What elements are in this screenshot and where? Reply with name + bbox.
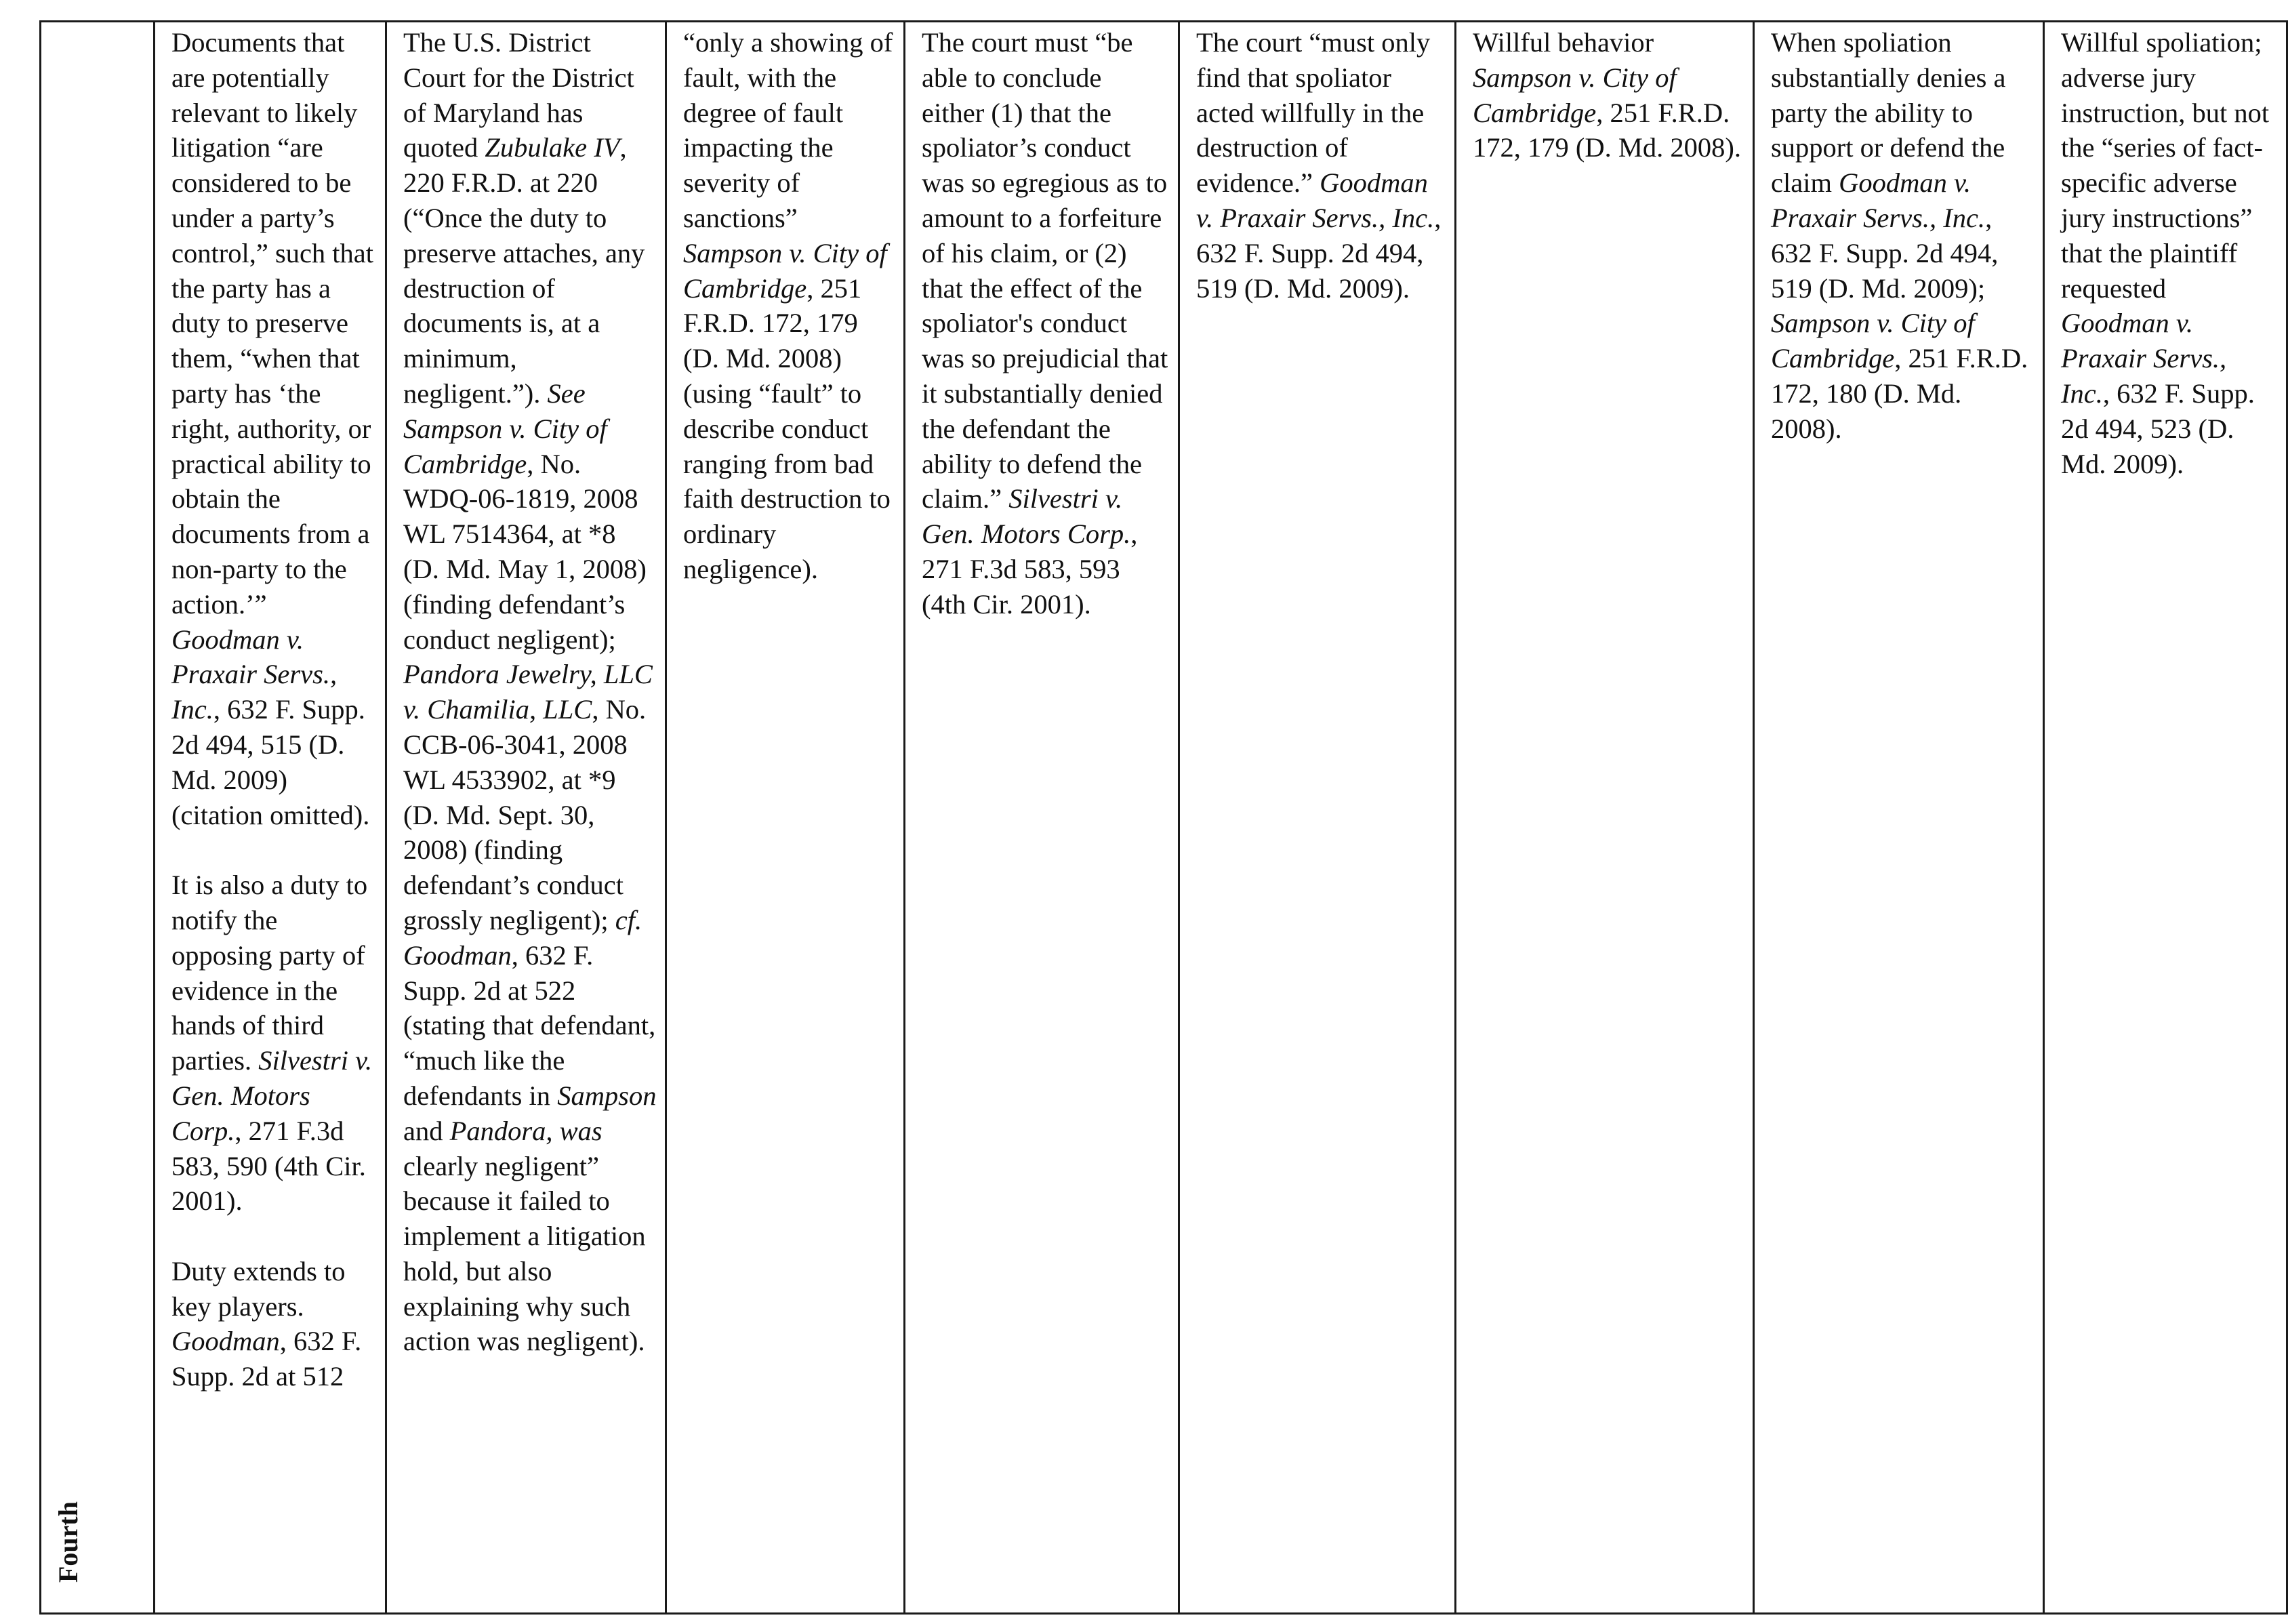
cell-text: , 251 F.R.D. 172, 179 (D. Md. 2008) (using “fault” to describe conduct ranging from bad faith destruction to ordinary negligence). [683, 272, 891, 584]
cell-text: , 271 F.3d 583, 590 (4th Cir. 2001). [171, 1115, 366, 1217]
cell-culpability-standard [667, 22, 903, 1612]
cell-paragraph [1771, 25, 2035, 447]
case-citation: Silvestri v. Gen. Motors Corp. [171, 1045, 373, 1146]
cell-paragraph [1196, 25, 1446, 306]
case-citation: Pandora, was [449, 1115, 602, 1146]
cell-paragraph [2061, 25, 2280, 481]
cell-text: , 632 F. Supp. 2d at 522 (stating that defendant, “much like the defendants in [403, 939, 656, 1111]
case-citation: Sampson v. City of Cambridge [683, 237, 887, 304]
cell-text: , 632 F. Supp. 2d 494, 519 (D. Md. 2009). [1196, 202, 1442, 304]
cell-text: The court “must only find that spoliator acted willfully in the destruction of evidence.” [1196, 27, 1431, 199]
cell-dismissal-standard [905, 22, 1178, 1612]
cell-text: , 632 F. Supp. 2d 494, 515 (D. Md. 2009) (citation omitted). [171, 694, 370, 830]
row-label: Fourth [53, 1501, 83, 1583]
case-citation: Silvestri v. Gen. Motors Corp. [922, 483, 1131, 550]
cell-paragraph [171, 868, 377, 1219]
cell-paragraph [403, 25, 657, 1359]
cell-text: , No. CCB-06-3041, 2008 WL 4533902, at *9 (D. Md. Sept. 30, 2008) (finding defendant’s conduct grossly negligent); [403, 694, 647, 935]
cell-text: , 220 F.R.D. at 220 (“Once the duty to preserve attaches, any destruction of documents is, at a minimum, negligent.”). [403, 132, 645, 409]
cell-text: Willful spoliation; adverse jury instruction, but not the “series of fact-specific adverse jury instructions” that the plaintiff requested [2061, 27, 2270, 304]
cell-adverse-inference-standard [1180, 22, 1454, 1612]
cell-sanction-imposed [2045, 22, 2288, 1612]
cell-paragraph [1473, 25, 1744, 165]
cell-text: , No. WDQ-06-1819, 2008 WL 7514364, at *8 (D. Md. May 1, 2008) (finding defendant’s conduct negligent); [403, 448, 647, 655]
case-citation: cf. Goodman [403, 904, 642, 971]
cell-text: “only a showing of fault, with the degree of fault impacting the severity of sanctions” [683, 27, 893, 233]
cell-text: Duty extends to key players. [171, 1255, 346, 1322]
case-citation: Sampson v. City of Cambridge [1473, 62, 1677, 128]
cell-text: , 632 F. Supp. 2d 494, 523 (D. Md. 2009). [2061, 378, 2255, 479]
cell-text: clearly negligent” because it failed to implement a litigation hold, but also explaining why such action was negligent). [403, 1150, 646, 1357]
case-citation: Goodman v. Praxair Servs., Inc. [1196, 167, 1435, 233]
case-citation: Zubulake IV [485, 132, 620, 163]
case-citation: Pandora Jewelry, LLC v. Chamilia, LLC [403, 659, 653, 725]
cell-text: , 271 F.3d 583, 593 (4th Cir. 2001). [922, 519, 1138, 620]
cell-culpability-case-law [387, 22, 665, 1612]
case-citation: Goodman v. Praxair Servs., Inc. [2061, 308, 2227, 409]
case-citation: See Sampson v. City of Cambridge [403, 378, 607, 479]
cell-text: Willful behavior [1473, 27, 1654, 58]
cell-text: , 632 F. Supp. 2d 494, 519 (D. Md. 2009); [1771, 202, 1999, 304]
cell-prejudice [1755, 22, 2043, 1612]
cell-duty-to-preserve [155, 22, 385, 1612]
case-citation: Goodman [171, 1326, 280, 1357]
cell-text: , 251 F.R.D. 172, 179 (D. Md. 2008). [1473, 97, 1741, 163]
cell-paragraph [171, 25, 377, 832]
case-citation: Goodman v. Praxair Servs., Inc. [1771, 167, 1986, 233]
cell-text: Documents that are potentially relevant to likely litigation “are considered to be under a party’s control,” such that the party has a duty to preserve them, “when that party has ‘the right, authority, or practical ability to obtain the documents from a non-party to the action.’” [171, 27, 374, 620]
cell-text: The U.S. District Court for the District of Maryland has quoted [403, 27, 634, 163]
cell-text: and [403, 1115, 450, 1146]
cell-text: , 251 F.R.D. 172, 180 (D. Md. 2008). [1771, 343, 2028, 444]
case-citation: Goodman v. Praxair Servs., Inc. [171, 624, 338, 725]
case-citation: Sampson [557, 1080, 657, 1111]
case-citation: Sampson v. City of Cambridge [1771, 308, 1975, 374]
cell-text: When spoliation substantially denies a party the ability to support or defend the claim [1771, 27, 2006, 199]
cell-willful-behavior [1456, 22, 1753, 1612]
cell-text: It is also a duty to notify the opposing party of evidence in the hands of third parties. [171, 870, 368, 1076]
cell-text: , 632 F. Supp. 2d at 512 [171, 1326, 362, 1392]
cell-paragraph [683, 25, 895, 587]
cell-paragraph [922, 25, 1170, 622]
cell-text: The court must “be able to conclude either (1) that the spoliator’s conduct was so egregious as to amount to a forfeiture of his claim, or (2) that the effect of the spoliator's conduct was so prejudicial that it substantially denied the defendant the ability to defend the claim.” [922, 27, 1168, 514]
comparison-table-row [39, 20, 2288, 1615]
cell-paragraph [171, 1254, 377, 1394]
